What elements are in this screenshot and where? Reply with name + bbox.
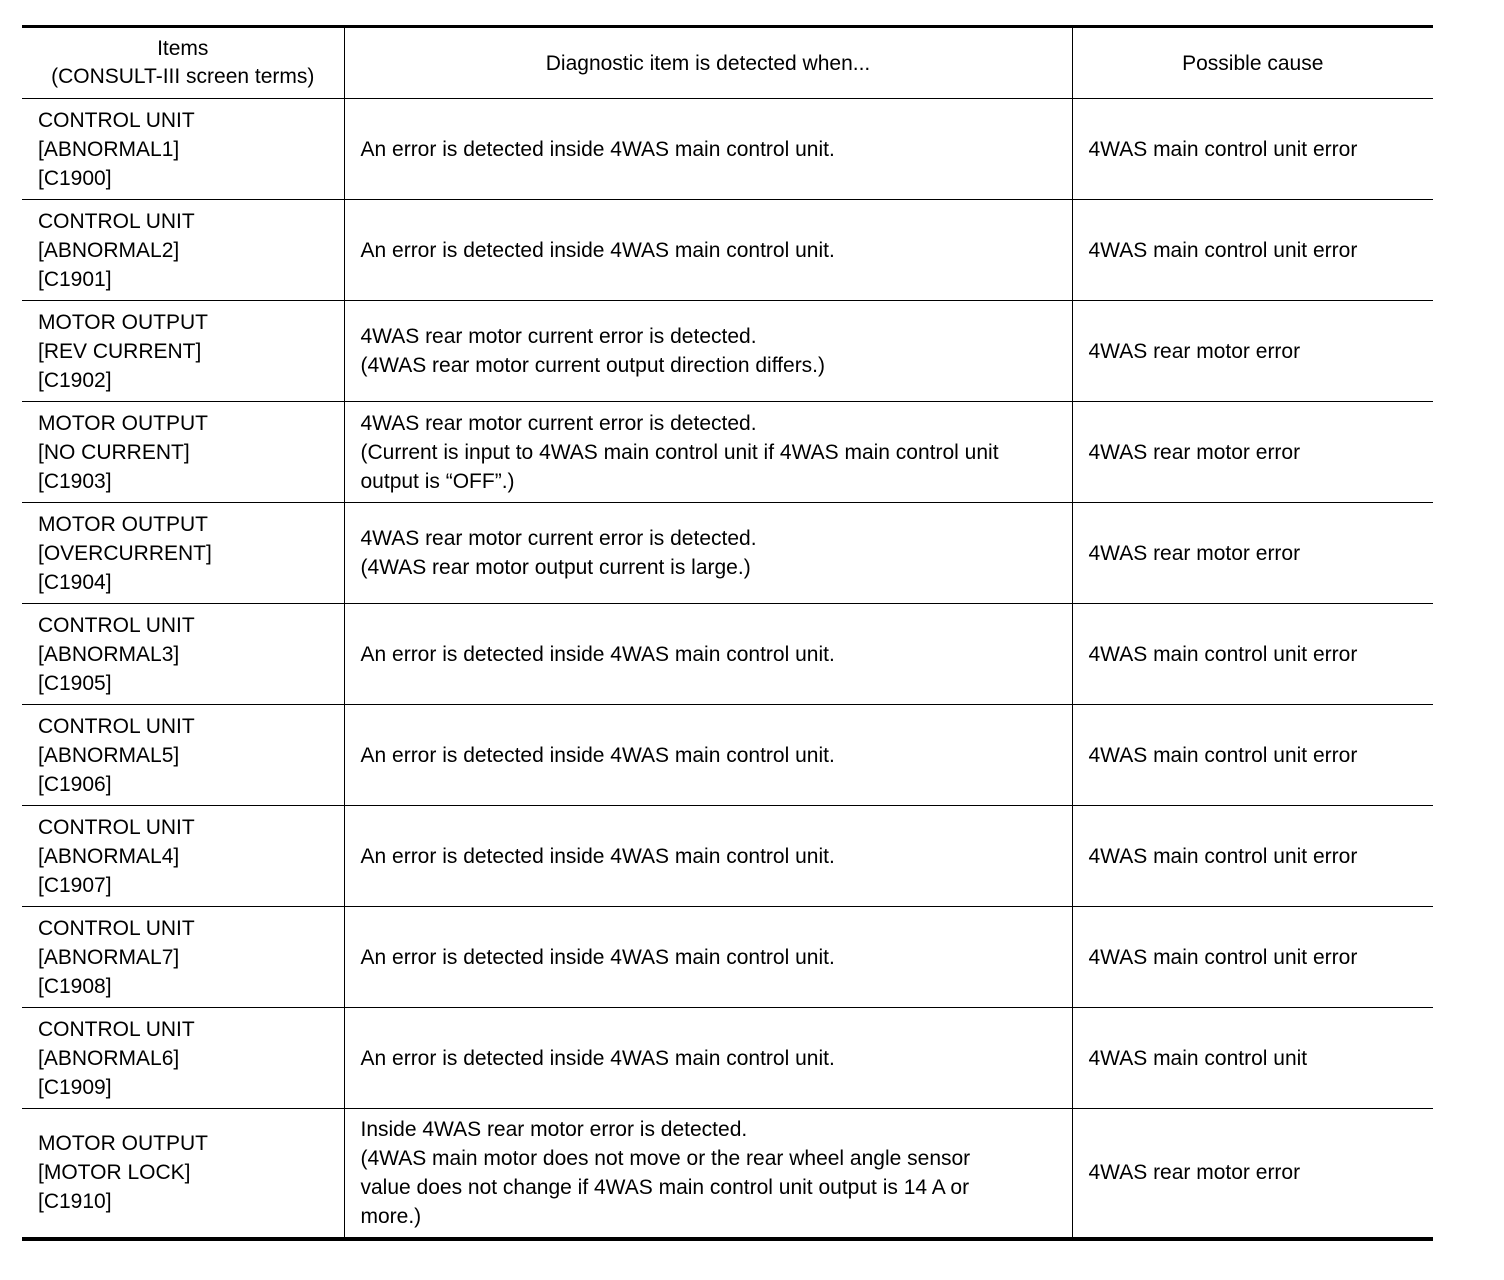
item-line: CONTROL UNIT (38, 1017, 195, 1041)
item-line: [C1906] (38, 772, 112, 796)
item-line: [ABNORMAL5] (38, 743, 180, 767)
detected-line: (4WAS rear motor current output direction differs.) (360, 354, 826, 377)
item-line: MOTOR OUTPUT (38, 1132, 208, 1156)
item-line: [ABNORMAL7] (38, 945, 180, 969)
item-line: CONTROL UNIT (38, 714, 195, 738)
cause-cell: 4WAS main control unit error (1072, 99, 1433, 200)
cause-cell: 4WAS main control unit error (1072, 604, 1433, 705)
diagnosis-table-container (22, 25, 1433, 1241)
item-line: [OVERCURRENT] (38, 541, 212, 565)
item-line: [ABNORMAL3] (38, 642, 180, 666)
item-line: [C1900] (38, 166, 112, 190)
detected-cell (344, 705, 1072, 806)
item-cell (22, 604, 344, 705)
detected-line: An error is detected inside 4WAS main control unit. (360, 945, 835, 969)
item-cell (22, 99, 344, 200)
table-row (22, 806, 1433, 907)
detected-line: An error is detected inside 4WAS main control unit. (360, 1046, 835, 1070)
header-diagnostic: Diagnostic item is detected when... (344, 27, 1072, 99)
detected-line: An error is detected inside 4WAS main control unit. (360, 137, 835, 161)
detected-line: An error is detected inside 4WAS main control unit. (360, 743, 835, 767)
detected-line: An error is detected inside 4WAS main control unit. (360, 844, 835, 868)
item-line: [C1905] (38, 671, 112, 695)
detected-line: more.) (360, 1204, 422, 1228)
item-cell (22, 1008, 344, 1109)
detected-cell (344, 604, 1072, 705)
cause-cell: 4WAS main control unit error (1072, 907, 1433, 1008)
detected-cell (344, 503, 1072, 604)
item-cell (22, 1109, 344, 1239)
item-line: MOTOR OUTPUT (38, 411, 208, 435)
detected-line: An error is detected inside 4WAS main control unit. (360, 642, 835, 666)
detected-line: Inside 4WAS rear motor error is detected. (360, 1117, 748, 1141)
detected-line: 4WAS rear motor current error is detected. (360, 527, 757, 550)
detected-line: (Current is input to 4WAS main control unit if 4WAS main control unit (360, 440, 999, 464)
detected-line: value does not change if 4WAS main control unit output is 14 A or (360, 1175, 970, 1199)
detected-cell (344, 200, 1072, 301)
item-line: [C1910] (38, 1190, 112, 1214)
table-row (22, 402, 1433, 503)
diagnosis-table (22, 25, 1433, 1241)
table-row (22, 200, 1433, 301)
table-row (22, 604, 1433, 705)
item-line: [C1909] (38, 1075, 112, 1099)
item-line: [C1902] (38, 368, 112, 392)
cause-cell: 4WAS main control unit error (1072, 705, 1433, 806)
cause-cell: 4WAS rear motor error (1072, 503, 1433, 604)
table-header-row (22, 27, 1433, 99)
detected-line: (4WAS rear motor output current is large.) (360, 556, 751, 579)
table-body (22, 99, 1433, 1239)
item-line: [ABNORMAL2] (38, 238, 180, 262)
item-cell (22, 907, 344, 1008)
header-cause: Possible cause (1072, 27, 1433, 99)
item-line: [MOTOR LOCK] (38, 1161, 191, 1185)
item-line: CONTROL UNIT (38, 209, 195, 233)
detected-cell (344, 1008, 1072, 1109)
item-line: CONTROL UNIT (38, 108, 195, 132)
item-line: CONTROL UNIT (38, 815, 195, 839)
item-line: MOTOR OUTPUT (38, 310, 208, 334)
header-items-line1: Items (157, 37, 209, 60)
header-items-line2: (CONSULT-III screen terms) (51, 65, 315, 88)
item-line: CONTROL UNIT (38, 916, 195, 940)
item-line: [C1908] (38, 974, 112, 998)
detected-line: 4WAS rear motor current error is detected. (360, 325, 757, 348)
item-cell (22, 806, 344, 907)
item-line: [ABNORMAL1] (38, 137, 180, 161)
table-row (22, 907, 1433, 1008)
header-items (22, 27, 344, 99)
item-cell (22, 503, 344, 604)
detected-line: An error is detected inside 4WAS main control unit. (360, 238, 835, 262)
detected-line: (4WAS main motor does not move or the rear wheel angle sensor (360, 1146, 971, 1170)
table-row (22, 1008, 1433, 1109)
cause-cell: 4WAS main control unit (1072, 1008, 1433, 1109)
item-line: [NO CURRENT] (38, 440, 190, 464)
detected-cell (344, 301, 1072, 402)
cause-cell: 4WAS main control unit error (1072, 806, 1433, 907)
item-cell (22, 200, 344, 301)
detected-cell (344, 907, 1072, 1008)
item-line: [C1901] (38, 267, 112, 291)
cause-cell: 4WAS rear motor error (1072, 402, 1433, 503)
detected-cell (344, 99, 1072, 200)
detected-cell (344, 402, 1072, 503)
item-line: [C1903] (38, 469, 112, 493)
table-row (22, 1109, 1433, 1239)
item-line: [ABNORMAL6] (38, 1046, 180, 1070)
detected-line: output is “OFF”.) (360, 469, 515, 493)
item-line: CONTROL UNIT (38, 613, 195, 637)
detected-cell (344, 1109, 1072, 1239)
item-cell (22, 402, 344, 503)
cause-cell: 4WAS rear motor error (1072, 1109, 1433, 1239)
detected-cell (344, 806, 1072, 907)
item-cell (22, 301, 344, 402)
item-line: [C1907] (38, 873, 112, 897)
item-line: [REV CURRENT] (38, 339, 202, 363)
table-row (22, 705, 1433, 806)
item-line: [ABNORMAL4] (38, 844, 180, 868)
table-row (22, 99, 1433, 200)
item-line: MOTOR OUTPUT (38, 512, 208, 536)
table-row (22, 503, 1433, 604)
cause-cell: 4WAS main control unit error (1072, 200, 1433, 301)
item-cell (22, 705, 344, 806)
detected-line: 4WAS rear motor current error is detected. (360, 411, 757, 435)
item-line: [C1904] (38, 570, 112, 594)
cause-cell: 4WAS rear motor error (1072, 301, 1433, 402)
table-row (22, 301, 1433, 402)
